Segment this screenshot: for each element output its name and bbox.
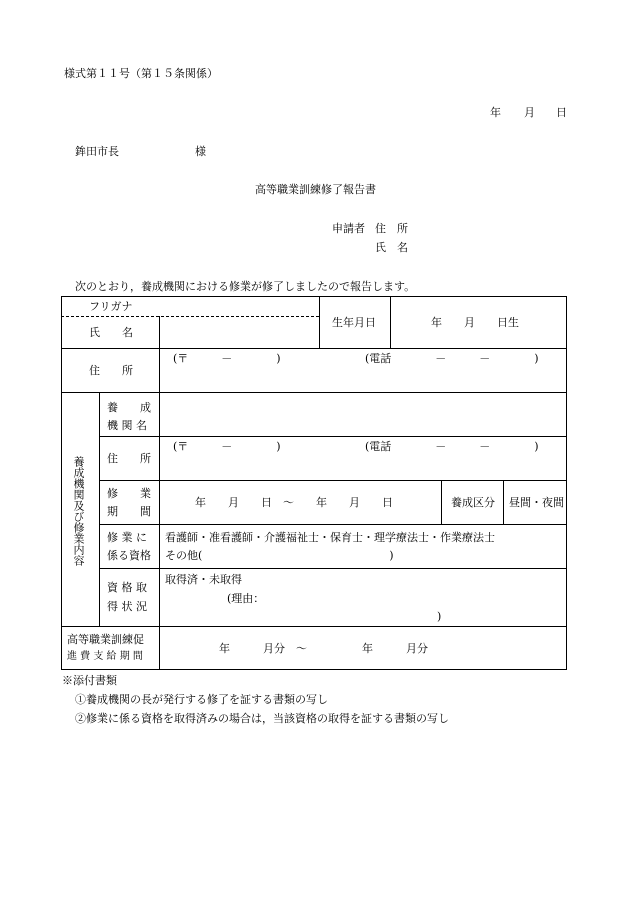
applicant-name-label: 氏 名 <box>375 241 408 254</box>
period-label-1: 修 業 <box>107 487 151 500</box>
period-value: 年 月 日 ～ 年 月 日 <box>195 496 393 509</box>
institution-postal: (〒 － ) <box>173 440 281 453</box>
date-month: 月 <box>524 106 535 119</box>
attachments-heading: ※添付書類 <box>62 674 117 687</box>
applicant-address-label: 住 所 <box>375 222 408 235</box>
qualification-other: その他( ) <box>165 549 394 562</box>
institution-name-label-2: 機 関 名 <box>107 419 147 432</box>
furigana-label: フリガナ <box>89 300 133 313</box>
form-number: 様式第１１号（第１５条関係） <box>64 67 218 80</box>
address-postal: (〒 － ) <box>173 352 281 365</box>
applicant-label: 申請者 <box>332 222 365 235</box>
division-label: 養成区分 <box>451 496 495 509</box>
status-reason-close: ) <box>437 610 442 623</box>
birthdate-label: 生年月日 <box>332 316 376 329</box>
status-value: 取得済・未取得 <box>165 573 242 586</box>
institution-address-label: 住 所 <box>107 452 151 465</box>
birthdate-value: 年 月 日生 <box>431 316 519 329</box>
payment-label-1: 高等職業訓練促 <box>67 633 144 646</box>
status-reason: (理由： <box>227 592 265 605</box>
period-label-2: 期 間 <box>107 505 151 518</box>
intro-text: 次のとおり，養成機関における修業が修了しましたので報告します。 <box>75 280 416 293</box>
institution-phone: (電話 － － ) <box>365 440 539 453</box>
section-label: 養成機関及び修業内容 <box>72 456 85 566</box>
address-phone: (電話 － － ) <box>365 352 539 365</box>
addressee: 鉾田市長 <box>75 145 119 158</box>
status-label-2: 得 状 況 <box>107 600 147 613</box>
status-label-1: 資 格 取 <box>107 581 147 594</box>
date-day: 日 <box>556 106 567 119</box>
attachment-item-1: ①養成機関の長が発行する修了を証する書類の写し <box>75 693 328 706</box>
report-form-table <box>61 296 567 670</box>
attachment-item-2: ②修業に係る資格を取得済みの場合は，当該資格の取得を証する書類の写し <box>75 712 449 725</box>
address-label: 住 所 <box>89 364 133 377</box>
date-year: 年 <box>490 106 501 119</box>
qualification-label-1: 修 業 に <box>107 531 147 544</box>
qualification-label-2: 係る資格 <box>107 549 151 562</box>
division-value: 昼間・夜間 <box>509 496 564 509</box>
payment-label-2: 進 費 支 給 期 間 <box>67 651 143 662</box>
name-label: 氏 名 <box>89 326 133 339</box>
honorific: 様 <box>195 145 206 158</box>
institution-name-label-1: 養 成 <box>107 401 151 414</box>
qualification-list: 看護師・准看護師・介護福祉士・保育士・理学療法士・作業療法士 <box>165 531 495 544</box>
payment-value: 年 月分 ～ 年 月分 <box>219 642 428 655</box>
document-title: 高等職業訓練修了報告書 <box>255 183 376 196</box>
